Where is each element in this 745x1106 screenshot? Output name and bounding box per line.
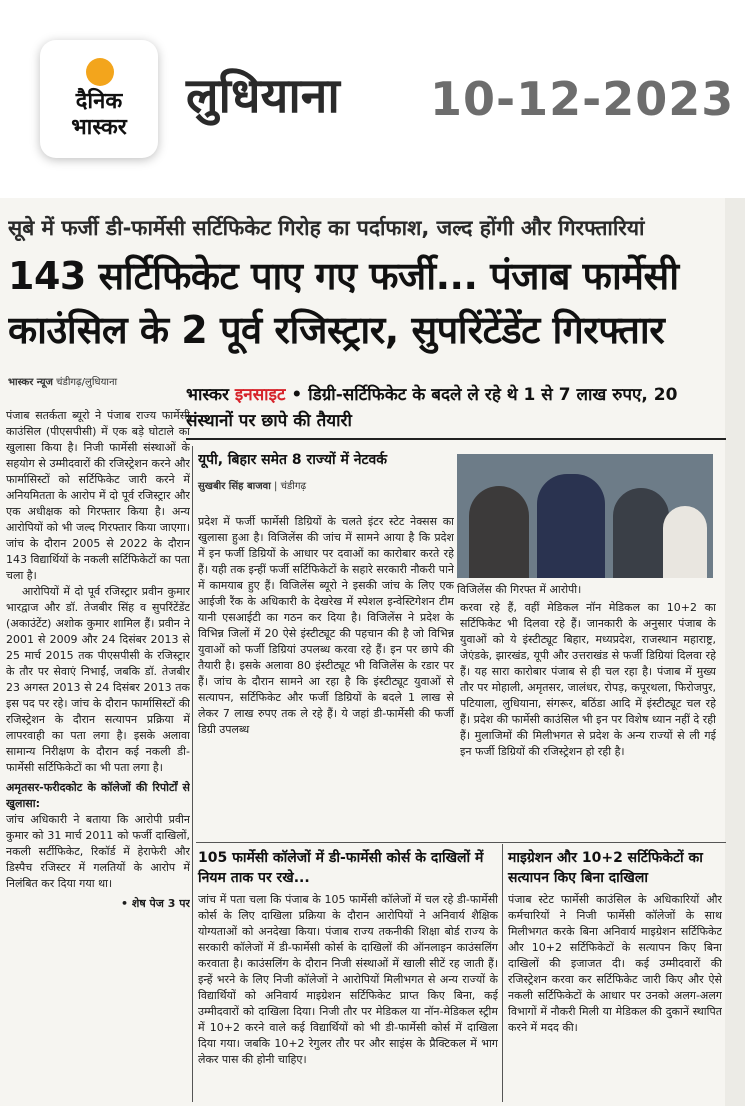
headline-line2: काउंसिल के 2 पूर्व रजिस्ट्रार, सुपरिंटेंडेंट गिरफ्तार — [8, 308, 665, 352]
article-byline — [8, 374, 117, 388]
byline-place: चंडीगढ़/लुधियाना — [56, 377, 118, 388]
accused-photo — [457, 454, 713, 578]
sun-icon — [86, 58, 114, 86]
headline-line1: 143 सर्टिफिकेट पाए गए फर्जी... पंजाब फार्मेसी — [8, 254, 679, 298]
sub-story-column-2: करवा रहे हैं, वहीं मेडिकल नॉन मेडिकल का 10+2 का सर्टिफिकेट भी दिलवा रहे हैं। जानकारी के अनुसार पंजाब के युवाओं को ये इंस्टीट्यूट बिहार, मध्यप्रदेश, राजस्थान महाराष्ट्र, जेएंडके, झारखंड, यूपी और उत्तराखंड से फर्जी डिग्रियां दिलवा रहे हैं। यह सारा कारोबार पंजाब से ही चल रहा है। पंजाब में मुख्य तौर पर मोहाली, अमृतसर, जालंधर, रोपड़, कपूरथला, फिरोजपुर, पटियाला, लुधियाना, संगरूर, बठिंडा आदि में इंस्टीट्यूट चल रहे हैं। प्रदेश की फार्मेसी काउंसिल भी इन पर विशेष ध्यान नहीं दे रही हैं। मुलाजिमों की मिलीभगत से प्रदेश के अन्य राज्यों से ली गई इन फर्जी डिग्रियों की रजिस्ट्रेशन हो रही है। — [460, 601, 716, 758]
box1-heading: 105 फार्मेसी कॉलेजों में डी-फार्मेसी कोर्स के दाखिलों में नियम ताक पर रखे... — [198, 850, 484, 886]
logo-line2: भास्कर — [71, 115, 127, 140]
left-subhead: अमृतसर-फरीदकोट के कॉलेजों की रिपोर्टों से खुलासा: — [6, 781, 190, 810]
left-para-3: जांच अधिकारी ने बताया कि आरोपी प्रवीन कुमार को 31 मार्च 2011 को फर्जी दाखिलों, नकली सर्टीफिकेट, रिकॉर्ड में हेराफेरी और डिस्पैच रजिस्टर में गलतियों के आरोप में निलंबित कर दिया गया था। — [6, 813, 190, 890]
sub-story-heading: यूपी, बिहार समेत 8 राज्यों में नेटवर्क — [198, 452, 388, 468]
sub-story-byline: सुखबीर सिंह बाजवा | चंडीगढ़ — [198, 481, 307, 492]
sub-byline-place: चंडीगढ़ — [280, 481, 307, 492]
insight-banner — [186, 382, 726, 434]
insight-brand: भास्कर — [186, 385, 229, 405]
divider — [186, 438, 726, 440]
byline-source: भास्कर न्यूज — [8, 377, 53, 388]
continued-note: • शेष पेज 3 पर — [121, 897, 190, 910]
divider — [502, 844, 503, 1102]
sub-byline-name: सुखबीर सिंह बाजवा — [198, 481, 271, 492]
insight-brand-red: इनसाइट — [234, 385, 286, 405]
box2-heading: माइग्रेशन और 10+2 सर्टिफिकेटों का सत्यापन किए बिना दाखिला — [508, 850, 703, 886]
article-kicker: सूबे में फर्जी डी-फार्मेसी सर्टिफिकेट गिरोह का पर्दाफाश, जल्द होंगी और गिरफ्तारियां — [8, 216, 645, 240]
photo-caption: विजिलेंस की गिरफ्त में आरोपी। — [457, 583, 582, 596]
edition-city: लुधियाना — [186, 68, 340, 124]
divider — [192, 446, 193, 1102]
box1-text: जांच में पता चला कि पंजाब के 105 फार्मेसी कॉलेजों में चल रहे डी-फार्मेसी कोर्स के लिए दाखिला प्रक्रिया के दौरान आरोपियों ने अनिवार्य शैक्षिक योग्यताओं को अनदेखा किया। पंजाब राज्य तकनीकी शिक्षा बोर्ड राज्य के सरकारी कॉलेजों में डी-फार्मेसी कोर्स के दाखिलों की ऑनलाइन काउंसलिंग करवाता है। काउंसलिंग के दौरान निजी संस्थाओं में खाली सीटें रह जाती हैं। इन्हें भरने के लिए निजी कॉलेजों ने आरोपियों मिलीभगत से अन्य राज्यों के विद्यार्थियों को अनिवार्य माइग्रेशन सर्टिफिकेट प्राप्त किए बिना, कई उम्मीदवारों को दाखिला दिया। निजी तौर पर मेडिकल या नॉन-मेडिकल स्ट्रीम में 10+2 करने वाले कई विद्यार्थियों को भी डी-फार्मेसी कोर्स में दाखिला दिया गया। जबकि 10+2 रेगुलर तौर पर और साइंस के प्रैक्टिकल में भाग लेकर पास की होनी चाहिए। — [198, 893, 498, 1066]
edition-date: 10-12-2023 — [430, 72, 735, 126]
logo-line1: दैनिक — [75, 89, 123, 114]
dainik-bhaskar-logo — [40, 40, 158, 158]
insight-text: • डिग्री-सर्टिफिकेट के बदले ले रहे थे 1 से 7 लाख रुपए, 20 संस्थानों पर छापे की तैयारी — [186, 385, 678, 431]
adjacent-page-strip — [725, 198, 745, 1106]
left-para-2: आरोपियों में दो पूर्व रजिस्ट्रार प्रवीन कुमार भारद्वाज और डॉ. तेजबीर सिंह व सुपरिंटेंडेंट (अकाउंटेंट) अशोक कुमार शामिल हैं। प्रवीन ने 2001 से 2009 और 24 दिसंबर 2013 से 25 मार्च 2015 तक पीएसपीसी के रजिस्ट्रार के तौर पर सेवाएं निभाईं, जबकि डॉ. तेजबीर 23 अगस्त 2013 से 24 दिसंबर 2013 तक इस पद पर रहे। जांच के दौरान फार्मासिस्टों की रजिस्ट्रेशन के दौरान सत्यापन प्रक्रिया में लापरवाही का पता लगा है। इसके अलावा सामान्य निरीक्षण के दौरान कई नकली डी-फार्मेसी सर्टिफिकेटों का भी पता लगा है। — [6, 585, 190, 774]
divider — [196, 842, 726, 843]
left-column — [6, 408, 190, 1104]
sub-story-column-1: प्रदेश में फर्जी फार्मेसी डिग्रियों के चलते इंटर स्टेट नेक्सस का खुलासा हुआ है। विजिलेंस की जांच में सामने आया है कि प्रदेश में इन फर्जी डिग्रियों के आधार पर दवाओं का कारोबार करते रहे हैं। यही तक इन्हीं फर्जी सर्टिफिकेटों के सहारे सरकारी नौकरी पाने में कामयाब हुए हैं। विजिलेंस ब्यूरो ने इसकी जांच के लिए एक आईजी रैंक के अधिकारी के देखरेख में स्पेशल इन्वेस्टिगेशन टीम यानी एसआईटी का गठन कर दिया है। विजिलेंस ने प्रदेश के विभिन्न जिलों में 20 ऐसे इंस्टीट्यूट की पहचान की है जो विभिन्न युवाओं को फर्जी डिग्रियां उपलब्ध करवा रहे हैं। इन पर छापे की तैयारी है। इसके अलावा 80 इंस्टीट्यूट भी विजिलेंस के रडार पर हैं। जांच के दौरान सामने आ रहा है कि इंस्टीट्यूट युवाओं से सत्यापन, सर्टिफिकेट और फर्जी डिग्रियों के बदले 1 लाख से लेकर 7 लाख रुपए तक ले रहे हैं। ये जहां डी-फार्मेसी की फर्जी डिग्री उपलब्ध — [198, 515, 454, 736]
box2-text: पंजाब स्टेट फार्मेसी काउंसिल के अधिकारियों और कर्मचारियों ने निजी फार्मेसी कॉलेजों के साथ मिलीभगत करके बिना अनिवार्य माइग्रेशन सर्टिफिकेट और 10+2 सर्टिफिकेटों के सत्यापन किए बिना दाखिलों की इजाजत दी। कई उम्मीदवारों की रजिस्ट्रेशन करवा कर सर्टिफिकेट जारी किए और ऐसे नकली सर्टिफिकेटों के आधार पर उनको अलग-अलग विभागों में नौकरी मिली या मेडिकल की दुकानें स्थापित करने में मदद की। — [508, 893, 722, 1034]
left-para-1: पंजाब सतर्कता ब्यूरो ने पंजाब राज्य फार्मेसी काउंसिल (पीएसपीसी) में एक बड़े घोटाले का खुलासा किया है। निजी फार्मेसी संस्थाओं के सहयोग से उम्मीदवारों की रजिस्ट्रेशन करने और फार्मासिस्टों को सर्टिफिकेट जारी करने में अनियमितता के आरोप में दो पूर्व रजिस्ट्रार और एक अधीक्षक को गिरफ्तार किया है। अन्य आरोपियों को भी जल्द गिरफ्तार किया जाएगा। जांच के दौरान 2005 से 2022 के दौरान 143 विद्यार्थियों के नकली सर्टिफिकेटों का पता चला है। — [6, 409, 190, 582]
newspaper-clipping — [0, 198, 745, 1106]
